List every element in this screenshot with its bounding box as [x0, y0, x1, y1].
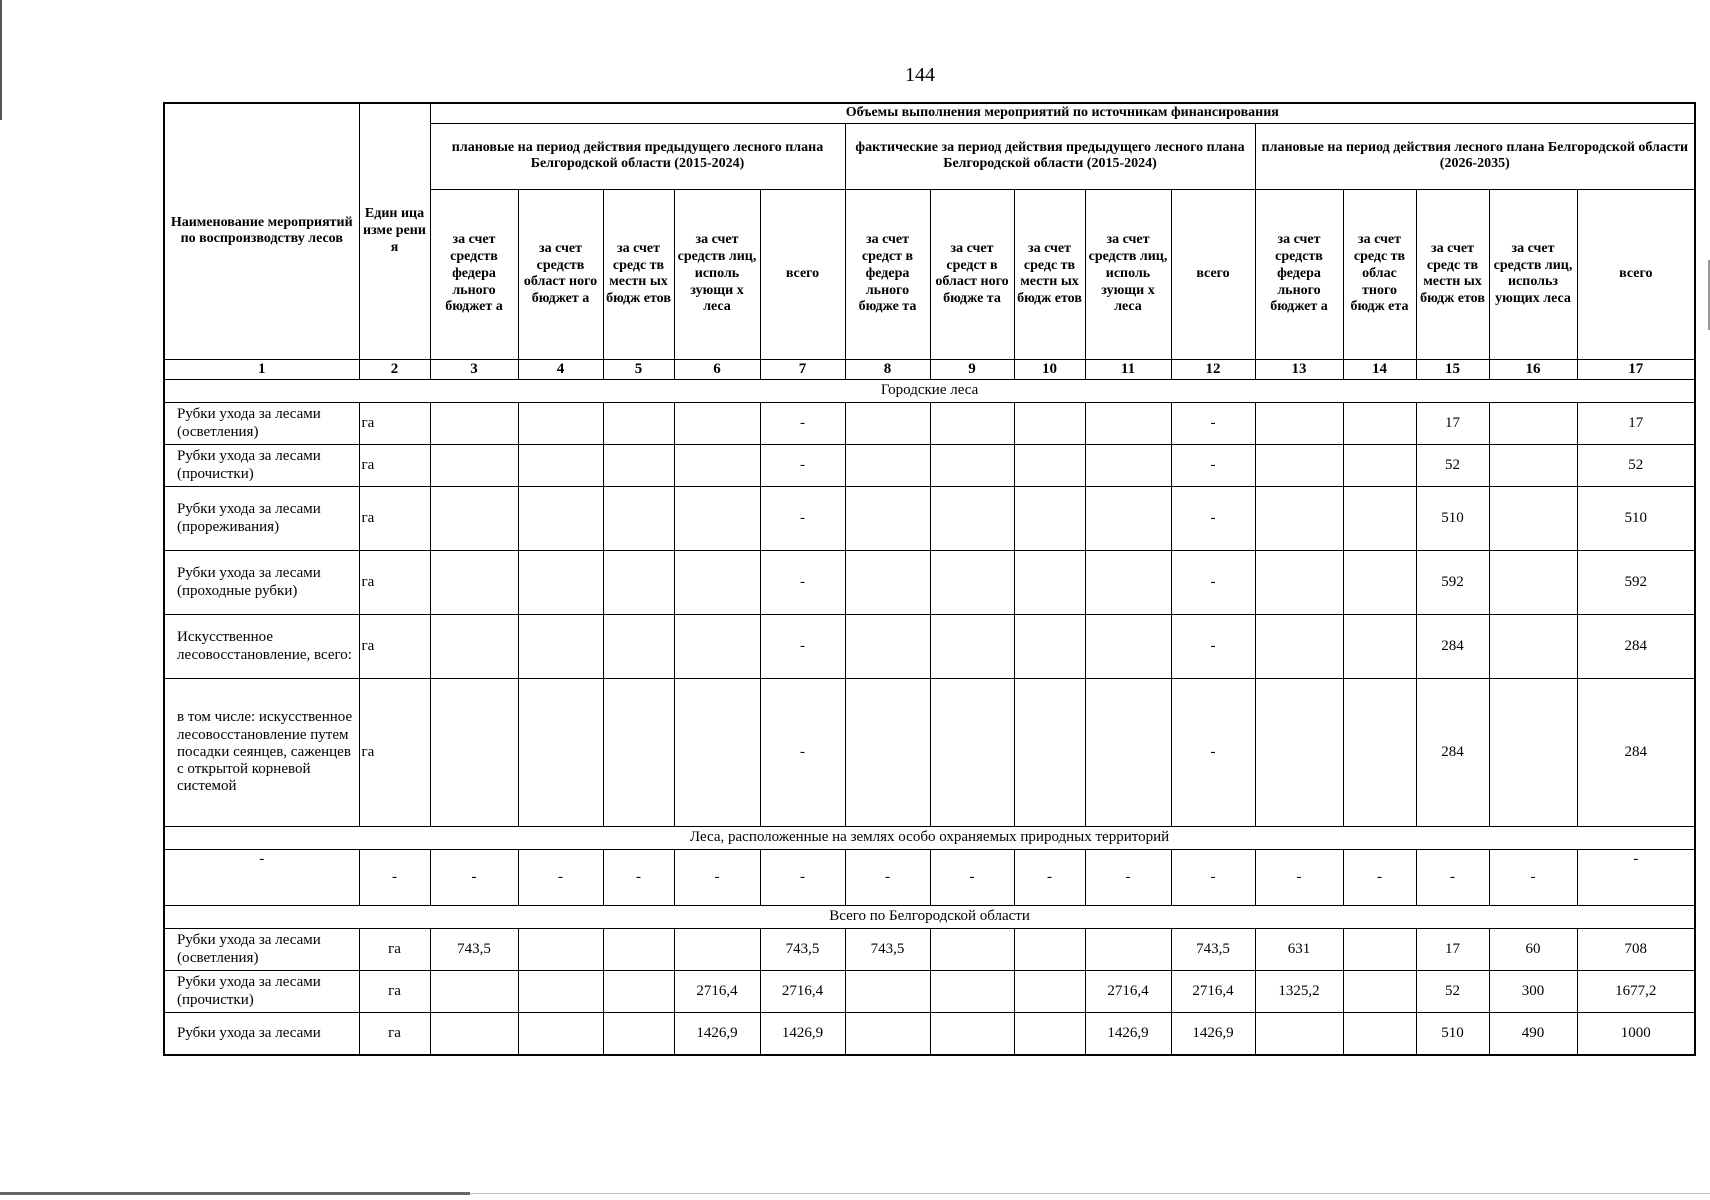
value-cell-col-7: -: [760, 445, 845, 487]
colnum: 15: [1416, 359, 1489, 379]
cell-dash: -: [1416, 850, 1489, 906]
activity-name-cell: Рубки ухода за лесами (проходные рубки): [164, 551, 359, 615]
header-sub-8: за счет средст в федера льного бюдже та: [845, 189, 930, 359]
header-sub-12: всего: [1171, 189, 1255, 359]
colnum: 12: [1171, 359, 1255, 379]
value-cell-col-13: [1255, 551, 1343, 615]
activity-name-cell: Рубки ухода за лесами (осветления): [164, 929, 359, 971]
colnum: 11: [1085, 359, 1171, 379]
value-cell-col-13: [1255, 487, 1343, 551]
value-cell-col-8: [845, 679, 930, 827]
value-cell-col-3: 743,5: [430, 929, 518, 971]
cell-dash: -: [1489, 850, 1577, 906]
table-row: [164, 850, 1695, 906]
value-cell-col-6: 1426,9: [674, 1013, 760, 1055]
value-cell-col-14: [1343, 403, 1416, 445]
header-sub-15: за счет средс тв местн ых бюдж етов: [1416, 189, 1489, 359]
value-cell-col-3: [430, 1013, 518, 1055]
value-cell-col-17: 510: [1577, 487, 1695, 551]
cell-dash: -: [845, 850, 930, 906]
value-cell-col-8: [845, 487, 930, 551]
cell-dash: -: [930, 850, 1014, 906]
header-sub-5: за счет средс тв местн ых бюдж етов: [603, 189, 674, 359]
value-cell-col-3: [430, 445, 518, 487]
value-cell-col-14: [1343, 1013, 1416, 1055]
value-cell-col-16: [1489, 403, 1577, 445]
scan-edge-left: [0, 0, 2, 120]
activity-name-cell: Рубки ухода за лесами (прореживания): [164, 487, 359, 551]
value-cell-col-13: [1255, 679, 1343, 827]
value-cell-col-6: [674, 679, 760, 827]
value-cell-col-14: [1343, 445, 1416, 487]
colnum: 17: [1577, 359, 1695, 379]
cell-dash: -: [760, 850, 845, 906]
unit-cell: га: [359, 445, 430, 487]
scan-edge-bottom: [0, 1192, 470, 1195]
value-cell-col-10: [1014, 1013, 1085, 1055]
table-row: [164, 615, 1695, 679]
colnum: 6: [674, 359, 760, 379]
value-cell-col-15: 17: [1416, 929, 1489, 971]
value-cell-col-3: [430, 679, 518, 827]
table-row: [164, 929, 1695, 971]
value-cell-col-16: [1489, 487, 1577, 551]
value-cell-col-9: [930, 971, 1014, 1013]
colnum: 5: [603, 359, 674, 379]
table-row: [164, 679, 1695, 827]
cell-dash: -: [603, 850, 674, 906]
cell-dash: -: [430, 850, 518, 906]
value-cell-col-5: [603, 615, 674, 679]
value-cell-col-10: [1014, 679, 1085, 827]
value-cell-col-6: [674, 615, 760, 679]
value-cell-col-6: [674, 487, 760, 551]
region-total-body: [164, 906, 1695, 1055]
protected-areas-body: [164, 827, 1695, 906]
value-cell-col-13: [1255, 1013, 1343, 1055]
activity-name-cell: Рубки ухода за лесами (прочистки): [164, 445, 359, 487]
header-sub-9: за счет средст в област ного бюдже та: [930, 189, 1014, 359]
value-cell-col-4: [518, 487, 603, 551]
value-cell-col-10: [1014, 487, 1085, 551]
header-sub-14: за счет средс тв облас тного бюдж ета: [1343, 189, 1416, 359]
value-cell-col-10: [1014, 403, 1085, 445]
value-cell-col-8: 743,5: [845, 929, 930, 971]
header-volumes-by-source: Объемы выполнения мероприятий по источникам финансирования: [430, 103, 1695, 123]
value-cell-col-5: [603, 445, 674, 487]
value-cell-col-13: 1325,2: [1255, 971, 1343, 1013]
value-cell-col-17: 1000: [1577, 1013, 1695, 1055]
value-cell-col-16: [1489, 615, 1577, 679]
table-row: [164, 403, 1695, 445]
scan-edge-bottom-line: [470, 1193, 1710, 1194]
value-cell-col-11: [1085, 615, 1171, 679]
unit-cell: га: [359, 615, 430, 679]
value-cell-col-4: [518, 403, 603, 445]
header-sub-3: за счет средств федера льного бюджет а: [430, 189, 518, 359]
value-cell-col-10: [1014, 445, 1085, 487]
header-planned-current: плановые на период действия лесного плана Белгородской области (2026-2035): [1255, 123, 1695, 189]
cell-dash: -: [518, 850, 603, 906]
cell-dash: -: [164, 850, 359, 906]
value-cell-col-17: 592: [1577, 551, 1695, 615]
value-cell-col-14: [1343, 929, 1416, 971]
value-cell-col-11: 1426,9: [1085, 1013, 1171, 1055]
value-cell-col-12: -: [1171, 551, 1255, 615]
value-cell-col-8: [845, 1013, 930, 1055]
value-cell-col-17: 17: [1577, 403, 1695, 445]
value-cell-col-8: [845, 551, 930, 615]
value-cell-col-5: [603, 551, 674, 615]
value-cell-col-11: [1085, 403, 1171, 445]
value-cell-col-17: 708: [1577, 929, 1695, 971]
value-cell-col-5: [603, 929, 674, 971]
value-cell-col-13: [1255, 615, 1343, 679]
value-cell-col-17: 1677,2: [1577, 971, 1695, 1013]
value-cell-col-11: [1085, 487, 1171, 551]
value-cell-col-15: 52: [1416, 445, 1489, 487]
cell-dash: -: [1577, 850, 1695, 906]
value-cell-col-15: 284: [1416, 615, 1489, 679]
forest-reproduction-table: [163, 102, 1696, 1056]
activity-name-cell: Рубки ухода за лесами (прочистки): [164, 971, 359, 1013]
value-cell-col-12: -: [1171, 487, 1255, 551]
unit-cell: га: [359, 971, 430, 1013]
colnum: 4: [518, 359, 603, 379]
value-cell-col-4: [518, 1013, 603, 1055]
cell-dash: -: [1085, 850, 1171, 906]
activity-name-cell: Рубки ухода за лесами (осветления): [164, 403, 359, 445]
section-title: Всего по Белгородской области: [164, 906, 1695, 929]
value-cell-col-15: 17: [1416, 403, 1489, 445]
activity-name-cell: Искусственное лесовосстановление, всего:: [164, 615, 359, 679]
value-cell-col-11: [1085, 445, 1171, 487]
cell-dash: -: [359, 850, 430, 906]
colnum: 10: [1014, 359, 1085, 379]
table-row: [164, 445, 1695, 487]
value-cell-col-13: [1255, 445, 1343, 487]
unit-cell: га: [359, 551, 430, 615]
colnum: 9: [930, 359, 1014, 379]
value-cell-col-3: [430, 487, 518, 551]
cell-dash: -: [1255, 850, 1343, 906]
value-cell-col-8: [845, 445, 930, 487]
value-cell-col-15: 52: [1416, 971, 1489, 1013]
table-row: [164, 551, 1695, 615]
colnum: 7: [760, 359, 845, 379]
cell-dash: -: [1343, 850, 1416, 906]
table-row: [164, 1013, 1695, 1055]
value-cell-col-11: 2716,4: [1085, 971, 1171, 1013]
value-cell-col-7: -: [760, 551, 845, 615]
value-cell-col-12: -: [1171, 679, 1255, 827]
header-sub-11: за счет средств лиц, исполь зующи х леса: [1085, 189, 1171, 359]
value-cell-col-9: [930, 679, 1014, 827]
value-cell-col-7: 743,5: [760, 929, 845, 971]
value-cell-col-16: [1489, 551, 1577, 615]
unit-cell: га: [359, 1013, 430, 1055]
table-row: [164, 487, 1695, 551]
colnum: 16: [1489, 359, 1577, 379]
value-cell-col-9: [930, 403, 1014, 445]
value-cell-col-14: [1343, 487, 1416, 551]
value-cell-col-6: [674, 929, 760, 971]
value-cell-col-9: [930, 487, 1014, 551]
value-cell-col-16: 490: [1489, 1013, 1577, 1055]
value-cell-col-3: [430, 551, 518, 615]
colnum: 3: [430, 359, 518, 379]
value-cell-col-17: 284: [1577, 679, 1695, 827]
value-cell-col-6: [674, 551, 760, 615]
colnum: 14: [1343, 359, 1416, 379]
value-cell-col-10: [1014, 551, 1085, 615]
value-cell-col-16: [1489, 445, 1577, 487]
header-activity-name: Наименование мероприятий по воспроизводству лесов: [164, 103, 359, 359]
value-cell-col-11: [1085, 551, 1171, 615]
value-cell-col-4: [518, 615, 603, 679]
unit-cell: га: [359, 929, 430, 971]
header-sub-4: за счет средств област ного бюджет а: [518, 189, 603, 359]
header-sub-7: всего: [760, 189, 845, 359]
value-cell-col-15: 592: [1416, 551, 1489, 615]
colnum: 13: [1255, 359, 1343, 379]
value-cell-col-4: [518, 971, 603, 1013]
page-number: 144: [905, 64, 935, 86]
value-cell-col-5: [603, 487, 674, 551]
value-cell-col-14: [1343, 679, 1416, 827]
value-cell-col-5: [603, 679, 674, 827]
value-cell-col-8: [845, 403, 930, 445]
value-cell-col-10: [1014, 929, 1085, 971]
value-cell-col-14: [1343, 971, 1416, 1013]
value-cell-col-7: -: [760, 615, 845, 679]
value-cell-col-3: [430, 971, 518, 1013]
header-sub-16: за счет средств лиц, использ ующих леса: [1489, 189, 1577, 359]
value-cell-col-6: 2716,4: [674, 971, 760, 1013]
value-cell-col-8: [845, 971, 930, 1013]
header-sub-17: всего: [1577, 189, 1695, 359]
value-cell-col-4: [518, 929, 603, 971]
value-cell-col-11: [1085, 929, 1171, 971]
value-cell-col-4: [518, 445, 603, 487]
cell-dash: -: [1171, 850, 1255, 906]
value-cell-col-9: [930, 551, 1014, 615]
value-cell-col-12: 743,5: [1171, 929, 1255, 971]
colnum: 1: [164, 359, 359, 379]
header-actual-previous: фактические за период действия предыдущего лесного плана Белгородской области (2015-2024): [845, 123, 1255, 189]
value-cell-col-5: [603, 971, 674, 1013]
value-cell-col-6: [674, 403, 760, 445]
value-cell-col-7: -: [760, 403, 845, 445]
value-cell-col-9: [930, 445, 1014, 487]
activity-name-cell: Рубки ухода за лесами: [164, 1013, 359, 1055]
header-sub-13: за счет средств федера льного бюджет а: [1255, 189, 1343, 359]
value-cell-col-9: [930, 1013, 1014, 1055]
column-numbers-row: [164, 359, 1695, 379]
value-cell-col-16: 300: [1489, 971, 1577, 1013]
value-cell-col-4: [518, 679, 603, 827]
header-sub-6: за счет средств лиц, исполь зующи х леса: [674, 189, 760, 359]
header-planned-previous: плановые на период действия предыдущего лесного плана Белгородской области (2015-2024): [430, 123, 845, 189]
value-cell-col-10: [1014, 615, 1085, 679]
unit-cell: га: [359, 487, 430, 551]
value-cell-col-17: 52: [1577, 445, 1695, 487]
value-cell-col-13: [1255, 403, 1343, 445]
value-cell-col-5: [603, 1013, 674, 1055]
section-title: Городские леса: [164, 380, 1695, 403]
value-cell-col-3: [430, 615, 518, 679]
header-unit: Един ица изме рени я: [359, 103, 430, 359]
value-cell-col-14: [1343, 615, 1416, 679]
table-row: [164, 971, 1695, 1013]
unit-cell: га: [359, 403, 430, 445]
value-cell-col-7: -: [760, 679, 845, 827]
value-cell-col-12: -: [1171, 403, 1255, 445]
activity-name-cell: в том числе: искусственное лесовосстановление путем посадки сеянцев, саженцев с открытой корневой системой: [164, 679, 359, 827]
value-cell-col-16: 60: [1489, 929, 1577, 971]
value-cell-col-12: -: [1171, 615, 1255, 679]
value-cell-col-7: 2716,4: [760, 971, 845, 1013]
colnum: 8: [845, 359, 930, 379]
value-cell-col-10: [1014, 971, 1085, 1013]
value-cell-col-17: 284: [1577, 615, 1695, 679]
value-cell-col-13: 631: [1255, 929, 1343, 971]
value-cell-col-9: [930, 615, 1014, 679]
header-sub-10: за счет средс тв местн ых бюдж етов: [1014, 189, 1085, 359]
value-cell-col-7: 1426,9: [760, 1013, 845, 1055]
value-cell-col-12: -: [1171, 445, 1255, 487]
value-cell-col-7: -: [760, 487, 845, 551]
unit-cell: га: [359, 679, 430, 827]
value-cell-col-12: 1426,9: [1171, 1013, 1255, 1055]
value-cell-col-15: 510: [1416, 1013, 1489, 1055]
cell-dash: -: [674, 850, 760, 906]
value-cell-col-14: [1343, 551, 1416, 615]
value-cell-col-15: 284: [1416, 679, 1489, 827]
value-cell-col-6: [674, 445, 760, 487]
value-cell-col-11: [1085, 679, 1171, 827]
value-cell-col-9: [930, 929, 1014, 971]
value-cell-col-8: [845, 615, 930, 679]
cell-dash: -: [1014, 850, 1085, 906]
value-cell-col-16: [1489, 679, 1577, 827]
section-title: Леса, расположенные на землях особо охраняемых природных территорий: [164, 827, 1695, 850]
value-cell-col-15: 510: [1416, 487, 1489, 551]
value-cell-col-3: [430, 403, 518, 445]
value-cell-col-12: 2716,4: [1171, 971, 1255, 1013]
value-cell-col-4: [518, 551, 603, 615]
city-forests-body: [164, 380, 1695, 827]
value-cell-col-5: [603, 403, 674, 445]
colnum: 2: [359, 359, 430, 379]
